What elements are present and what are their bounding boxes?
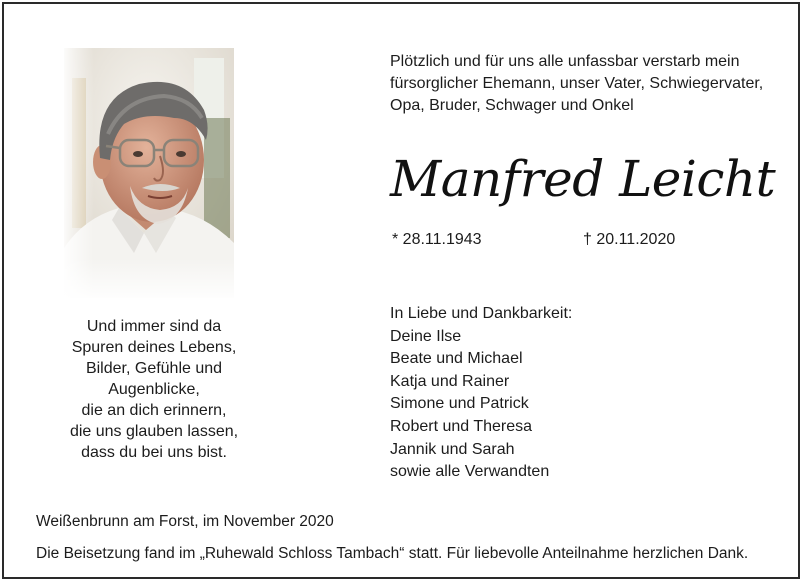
poem-line: Augenblicke,	[108, 381, 200, 398]
poem-line: Bilder, Gefühle und	[85, 360, 223, 377]
mourner-entry: Robert und Theresa	[390, 417, 533, 435]
mourners-list	[390, 303, 790, 484]
poem-line: die uns glauben lassen,	[69, 423, 239, 440]
announcement-line: fürsorglicher Ehemann, unser Vater, Schwiegervater,	[390, 75, 764, 92]
announcement-line: Plötzlich und für uns alle unfassbar verstarb mein	[390, 53, 740, 70]
mourners-heading: In Liebe und Dankbarkeit:	[390, 305, 573, 322]
portrait-illustration	[64, 48, 234, 298]
memorial-poem	[44, 316, 264, 463]
obituary-notice	[2, 2, 800, 579]
announcement-line: Opa, Bruder, Schwager und Onkel	[390, 97, 634, 114]
poem-line: die an dich erinnern,	[81, 402, 227, 419]
mourner-entry: Jannik und Sarah	[390, 440, 515, 458]
announcement-text	[390, 51, 790, 117]
death-date: † 20.11.2020	[583, 231, 676, 248]
portrait-photo	[64, 48, 234, 298]
birth-date: * 28.11.1943	[392, 231, 482, 248]
place-and-date: Weißenbrunn am Forst, im November 2020	[36, 513, 334, 530]
poem-line: Und immer sind da	[86, 318, 222, 335]
poem-line: dass du bei uns bist.	[81, 444, 227, 461]
poem-line: Spuren deines Lebens,	[71, 339, 237, 356]
mourner-entry: Deine Ilse	[390, 327, 462, 345]
deceased-name: Manfred Leicht	[390, 150, 776, 208]
mourner-entry: sowie alle Verwandten	[390, 463, 550, 481]
mourner-entry: Beate und Michael	[390, 350, 523, 368]
mourner-entry: Simone und Patrick	[390, 395, 529, 413]
mourner-entry: Katja und Rainer	[390, 372, 510, 390]
burial-note: Die Beisetzung fand im „Ruhewald Schloss Tambach“ statt. Für liebevolle Anteilnahme herzlichen Dank.	[36, 545, 749, 562]
